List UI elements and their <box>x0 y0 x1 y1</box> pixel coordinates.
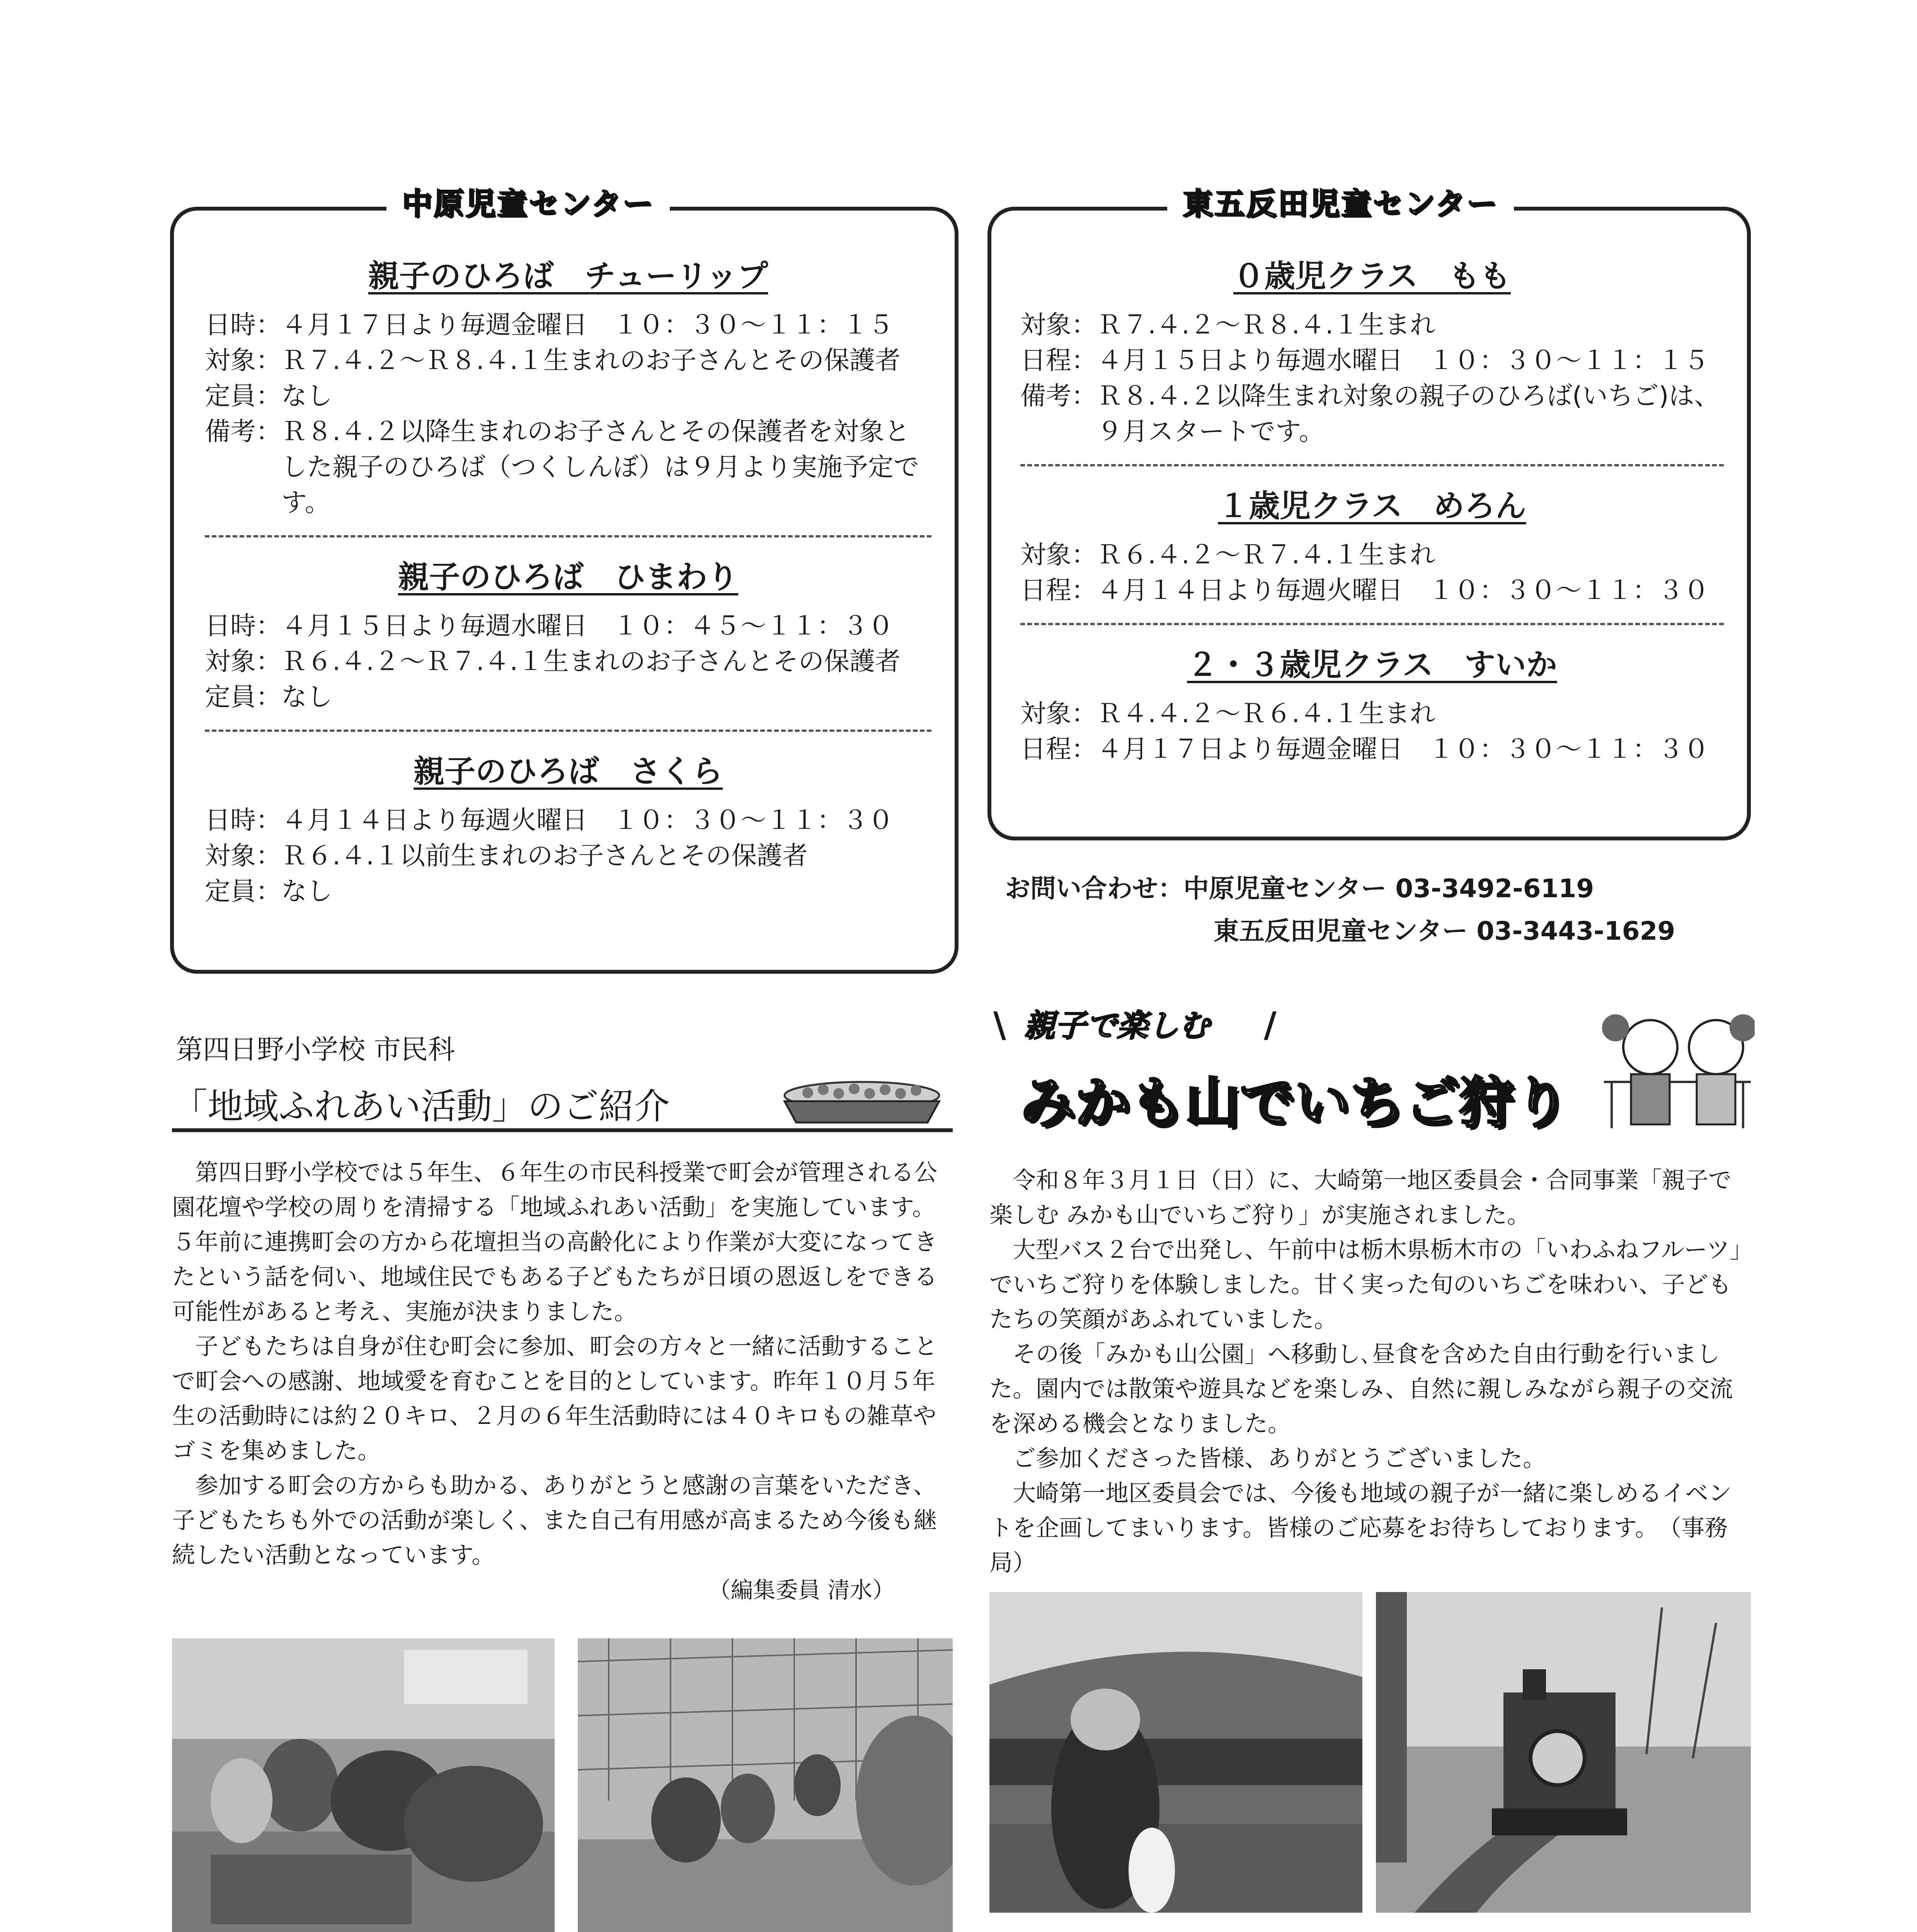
contact-line-1: お問い合わせ：中原児童センター 03-3492-6119 <box>1005 874 1594 903</box>
flowerbed-icon <box>773 1078 951 1124</box>
info-row: 日程： ４月１７日より毎週金曜日 １０：３０～１１：３０ <box>1020 734 1709 764</box>
paragraph: 第四日野小学校では５年生、６年生の市民科授業で町会が管理される公園花壇や学校の周りを清掃する「地域ふれあい活動」を実施しています。５年前に連携町会の方から花壇担当の高齢化により作業が大変になってきたという話を伺い、地域住民でもある子どもたちが日頃の恩返しをできる可能性があると考え、実施が決まりました。 <box>172 1159 937 1325</box>
info-row: 対象： Ｒ７.４.２～Ｒ８.４.１生まれ <box>1020 310 1435 340</box>
info-row: 定員： なし <box>205 381 332 411</box>
strawberry-kicker: 親子で楽しむ <box>1024 1008 1210 1044</box>
divider <box>1020 464 1724 466</box>
program-himawari <box>205 552 931 715</box>
info-row: 備考： Ｒ８.４.２以降生まれのお子さんとその保護者を対象とした親子のひろば（つくしんぼ）は９月より実施予定です。 <box>205 417 919 517</box>
photo-weeding <box>578 1638 953 1932</box>
divider <box>1020 623 1724 625</box>
nakahara-title: 中原児童センター <box>386 180 670 223</box>
class-title: ２・３歳児クラス すいか <box>1187 647 1557 683</box>
paragraph: 大崎第一地区委員会では、今後も地域の親子が一緒に楽しめるイベントを企画してまいります。皆様のご応募をお待ちしております。 （事務局） <box>989 1480 1731 1577</box>
nakahara-content <box>205 251 931 909</box>
school-kicker: 第四日野小学校 市民科 <box>176 1034 455 1065</box>
program-title: 親子のひろば さくら <box>414 753 723 789</box>
info-row: 対象： Ｒ６.４.１以前生まれのお子さんとその保護者 <box>205 841 808 871</box>
school-body <box>172 1155 953 1607</box>
info-row: 定員： なし <box>205 876 332 906</box>
paragraph: 令和８年３月１日（日）に、大崎第一地区委員会・合同事業「親子で楽しむ みかも山でいちご狩り」が実施されました。 <box>989 1167 1731 1229</box>
program-tulip <box>205 251 931 520</box>
info-row: 日時： ４月１４日より毎週火曜日 １０：３０～１１：３０ <box>205 805 894 835</box>
paragraph: ご参加くださった皆様、ありがとうございました。 <box>1013 1445 1546 1472</box>
program-sakura <box>205 747 931 909</box>
divider <box>205 535 931 537</box>
paragraph: その後「みかも山公園」へ移動し､昼食を含めた自由行動を行いました。園内では散策や遊具などを楽しみ、自然に親しみながら親子の交流を深める機会となりました。 <box>989 1341 1733 1437</box>
school-title-rule <box>172 1128 953 1132</box>
photo-planting <box>172 1638 555 1932</box>
signature: （事務局） <box>989 1515 1728 1577</box>
paragraph: 参加する町会の方からも助かる、ありがとうと感謝の言葉をいただき、子どもたちも外での活動が楽しく、また自己有用感が高まるため今後も継続したい活動となっています。 <box>172 1472 937 1569</box>
info-row: 日時： ４月１５日より毎週水曜日 １０：４５～１１：３０ <box>205 611 894 641</box>
class-title: ０歳児クラス もも <box>1233 258 1511 294</box>
school-title: 「地域ふれあい活動」のご紹介 <box>172 1086 670 1127</box>
info-row: 対象： Ｒ４.４.２～Ｒ６.４.１生まれ <box>1020 699 1435 728</box>
info-row: 日程： ４月１４日より毎週火曜日 １０：３０～１１：３０ <box>1020 575 1709 605</box>
class-suika <box>1020 640 1724 767</box>
paragraph: 子どもたちは自身が住む町会に参加、町会の方々と一緒に活動することで町会への感謝、地域愛を育むことを目的としています。昨年１０月５年生の活動時には約２０キロ、２月の６年生活動時には４０キロもの雑草やゴミを集めました。 <box>172 1333 937 1464</box>
info-row: 対象： Ｒ７.４.２～Ｒ８.４.１生まれのお子さんとその保護者 <box>205 345 901 375</box>
divider <box>205 730 931 732</box>
class-title: １歳児クラス めろん <box>1218 488 1526 524</box>
class-melon <box>1020 481 1724 608</box>
info-row: 定員： なし <box>205 682 332 712</box>
info-row: 対象： Ｒ６.４.２～Ｒ７.４.１生まれ <box>1020 540 1435 570</box>
program-title: 親子のひろば ひまわり <box>398 559 738 595</box>
strawberry-kicker-slash-left: \ <box>993 1005 1006 1045</box>
strawberry-kicker-slash-right: / <box>1264 1005 1277 1045</box>
strawberry-title: みかも山でいちご狩り <box>1020 1071 1569 1135</box>
photo-strawberry-picking <box>989 1592 1362 1913</box>
signature: （編集委員 清水） <box>708 1577 895 1603</box>
higashigotanda-title: 東五反田児童センター <box>1167 180 1514 223</box>
photo-park-train <box>1376 1592 1751 1913</box>
info-row: 対象： Ｒ６.４.２～Ｒ７.４.１生まれのお子さんとその保護者 <box>205 646 901 676</box>
strawberry-body <box>989 1163 1751 1580</box>
class-momo <box>1020 251 1724 449</box>
paragraph: 大型バス２台で出発し、午前中は栃木県栃木市の「いわふねフルーツ」でいちご狩りを体験しました。甘く実った旬のいちごを味わい、子どもたちの笑顔があふれていました。 <box>989 1236 1742 1333</box>
contact-line-2: 東五反田児童センター 03-3443-1629 <box>1214 916 1675 946</box>
info-row: 日時： ４月１７日より毎週金曜日 １０：３０～１１：１５ <box>205 310 894 340</box>
contact-block <box>1005 867 1739 952</box>
higashigotanda-content <box>1020 251 1724 767</box>
program-title: 親子のひろば チューリップ <box>368 258 768 294</box>
info-row: 備考： Ｒ８.４.２以降生まれ対象の親子のひろば(いちご)は、９月スタートです。 <box>1020 381 1720 446</box>
info-row: 日程： ４月１５日より毎週水曜日 １０：３０～１１：１５ <box>1020 345 1709 375</box>
children-illustration <box>1600 1005 1755 1134</box>
